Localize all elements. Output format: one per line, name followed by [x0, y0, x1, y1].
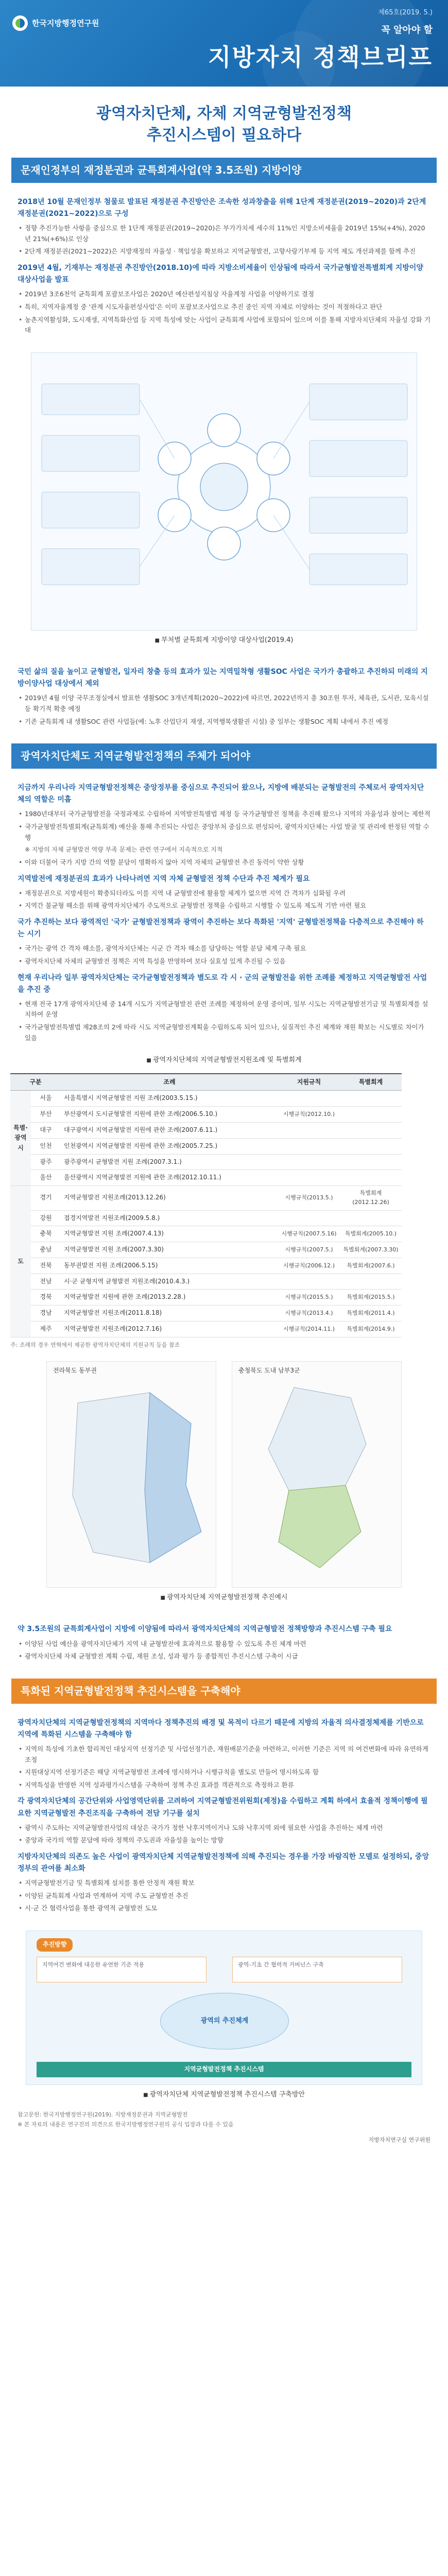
region-cell: 인천	[31, 1138, 61, 1154]
table-row	[10, 1210, 402, 1226]
ordinance-cell: 지역균형발전 지원 조례(2007.3.30)	[61, 1242, 278, 1258]
account-cell: 특별회계(2014.9.)	[340, 1321, 402, 1337]
account-cell: 특별회계(2005.10.)	[340, 1226, 402, 1242]
ministry-transfer-diagram	[31, 352, 417, 631]
promo-box: 광역-기초 간 협력적 거버넌스 구축	[232, 1957, 402, 1982]
section-3-body	[0, 1704, 448, 1921]
account-cell	[340, 1107, 402, 1123]
bullet-text: • 특히, 지역자율계정 중 '관계 시도자율편성사업'은 이미 포괄보조사업으로 추진 중인 지역 자체로 이양하는 것이 적절하다고 판단	[18, 302, 430, 313]
section-1-body	[0, 183, 448, 343]
table-row	[10, 1290, 402, 1306]
lead-text: 현재 우리나라 일부 광역자치단체는 국가균형발전정책과 별도로 각 시 · 군의 균형발전을 위한 조례를 제정하고 지역균형발전 사업을 추진 중	[18, 973, 427, 994]
lead-text: 2019년 4월, 기재부는 재정분권 추진방안(2018.10)에 따라 지방소비세율이 인상됨에 따라서 국가균형발전특별회계 지방이양 대상사업을 발표	[18, 264, 423, 284]
bullet-text: • 농촌지역활성화, 도시재생, 지역특화산업 등 지역 특성에 맞는 사업이 균특회계 사업에 포함되어 있으며 이를 통해 지방자치단체의 자율성 강화 기대	[18, 315, 430, 336]
rule-cell	[278, 1210, 340, 1226]
bullet-text: • 지역특성을 반영한 지역 성과평가시스템을 구축하여 정책 추진 효과를 객관적으로 측정하고 환류	[18, 1780, 430, 1791]
bullet-text: • 현재 전국 17개 광역자치단체 중 14개 시도가 지역균형발전 관련 조례를 제정하여 운영 중이며, 일부 시도는 지역균형발전기금 및 특별회계를 설치하여 운영	[18, 999, 430, 1020]
table-row	[10, 1107, 402, 1123]
ordinance-cell: 인천광역시 지역균형발전 지원에 관한 조례(2005.7.25.)	[61, 1138, 278, 1154]
rule-cell	[278, 1274, 340, 1290]
region-cell: 강원	[31, 1210, 61, 1226]
authors: 지방자치연구실 연구위원	[368, 2136, 430, 2143]
region-cell: 경기	[31, 1186, 61, 1210]
bullet-text: • 재정분권으로 지방세원이 확충되더라도 이를 지역 내 균형발전에 활용할 체계가 없으면 지역 간 격차가 심화될 우려	[18, 888, 430, 899]
section-2-body-cont	[0, 1610, 448, 1669]
table-row	[10, 1154, 402, 1170]
region-cell: 경남	[31, 1306, 61, 1321]
bullet-text: • 1980년대부터 국가균형발전을 국정과제로 수립하여 지역발전특별법 제정 등 국가균형발전 정책을 추진해 왔으나 지역의 자율성과 참여는 제한적	[18, 809, 430, 820]
section-1-header: 문재인정부의 재정분권과 균특회계사업(약 3.5조원) 지방이양	[11, 158, 437, 183]
ordinance-cell: 대구광역시 지역균형발전 지원에 관한 조례(2007.6.11.)	[61, 1123, 278, 1139]
lead-text: 2018년 10월 문재인정부 첨물로 발표된 재정분권 추진방안은 조속한 성과창출을 위해 1단계 재정분권(2019~2020)과 2단계 재정분권(2021~2022)으로 구성	[18, 198, 426, 218]
account-cell	[340, 1274, 402, 1290]
table-row	[10, 1258, 402, 1274]
rule-cell: 시행규칙(2007.5.)	[278, 1242, 340, 1258]
bullet-text: • 국가균형발전특별회계(균특회계) 예산을 통해 추진되는 사업은 중앙부처 중심으로 편성되어, 광역자치단체는 사업 발굴 및 관리에 한정된 역할 수행	[18, 822, 430, 843]
map-title: 전라북도 동부권	[53, 1367, 97, 1375]
account-cell	[340, 1154, 402, 1170]
group-cell: 도	[10, 1186, 31, 1337]
ordinance-cell: 울산광역시 지역균형발전 지원에 관한 조례(2012.10.11.)	[61, 1170, 278, 1186]
account-cell: 특별회계(2015.5.)	[340, 1290, 402, 1306]
ordinance-cell: 지역균형발전 지원 조례(2007.4.13)	[61, 1226, 278, 1242]
note-text: ※ 지방의 자체 균형발전 역량 부족 문제는 관련 연구에서 지속적으로 지적	[25, 846, 223, 854]
bullet-text: • 2019년 3조6천억 균특회계 포괄보조사업은 2020년 예산편성지침상 자율계정 사업을 이양하기로 결정	[18, 289, 430, 300]
figure-caption: ■ 부처별 균특회계 지방이양 대상사업(2019.4)	[0, 635, 448, 646]
section-1-body-cont	[0, 653, 448, 734]
table-row	[10, 1242, 402, 1258]
region-cell: 제주	[31, 1321, 61, 1337]
lead-text: 지역발전에 재정분권의 효과가 나타나려면 지역 자체 균형발전 정책 수단과 추진 체계가 필요	[18, 874, 310, 883]
lead-text: 각 광역자치단체의 공간단위와 사업영역단위를 고려하여 지역균형발전위원회(제정)을 수립하고 계획 하에서 효율적 정책이행에 필요한 지역균형발전 추진조직을 구축하여 전담 기구를 설치	[18, 1797, 428, 1818]
institute-logo	[12, 15, 99, 31]
region-cell: 충남	[31, 1242, 61, 1258]
brief-header	[0, 0, 448, 87]
rule-cell: 시행규칙(2007.5.16)	[278, 1226, 340, 1242]
bullet-text: • 광역자치단체 자체의 균형발전 정책은 지역 특성을 반영하여 보다 실효성 있게 추진될 수 있음	[18, 956, 430, 967]
table-row	[10, 1186, 402, 1210]
example-maps	[0, 1361, 448, 1588]
ordinance-cell: 서울특별시 지역균형발전 지원 조례(2003.5.15.)	[61, 1091, 278, 1107]
table-header: 지원규칙	[278, 1074, 340, 1091]
promo-direction-label: 추진방향	[37, 1938, 73, 1952]
rule-cell	[278, 1091, 340, 1107]
rule-cell	[278, 1170, 340, 1186]
ordinance-cell: 지역균형발전 지원조례(2011.8.18)	[61, 1306, 278, 1321]
brief-brand: 지방자치 정책브리프	[208, 43, 433, 71]
section-2-body	[0, 769, 448, 1050]
ordinance-cell: 지역균형발전 지원에 관한 조례(2013.2.28.)	[61, 1290, 278, 1306]
table-row	[10, 1321, 402, 1337]
title-line-2: 추진시스템이 필요하다	[146, 126, 302, 144]
account-cell: 특별회계(2007.6.)	[340, 1258, 402, 1274]
bullet-text: • 국가균형발전특별법 제28조의 2에 따라 시도 지역균형발전계획을 수립하도록 되어 있으나, 실질적인 추진 체계와 재원 확보는 시도별로 차이가 있음	[18, 1022, 430, 1043]
bullet-text: • 시·군 간 협력사업을 통한 광역적 균형발전 도모	[18, 1903, 430, 1914]
map-chungbuk	[232, 1361, 402, 1588]
references	[0, 2107, 448, 2132]
account-cell	[340, 1091, 402, 1107]
bullet-text: • 광역시 주도하는 지역균형발전사업의 대상은 국가가 정한 낙후지역이거나 도와 낙후지역 외에 필요한 사업을 추진하는 체계 마련	[18, 1823, 430, 1834]
lead-text: 지방자치단체의 의존도 높은 사업이 광역자치단체 지역균형발전정책에 의해 추진되는 경우를 가장 바람직한 모델로 설정하되, 중앙정부의 관여를 최소화	[18, 1852, 429, 1873]
transfer-diagram-graphic	[31, 353, 417, 630]
table-header: 구분	[10, 1074, 61, 1091]
account-cell	[340, 1210, 402, 1226]
table-note: 주: 조례의 경우 연혁에서 제공한 광역자치단체의 지원규칙 등을 참조	[10, 1341, 180, 1348]
account-cell	[340, 1123, 402, 1139]
promo-box: 지역여건 변화에 대응한 유연한 기준 적용	[37, 1957, 206, 1982]
section-3-header: 특화된 지역균형발전정책 추진시스템을 구축해야	[11, 1679, 437, 1704]
main-title	[0, 87, 448, 158]
rule-cell: 시행규칙(2013.4.)	[278, 1306, 340, 1321]
ordinance-table	[10, 1073, 402, 1337]
reference-text: 참고문헌: 한국지방행정연구원(2019). 지방재정분권과 지역균형발전	[18, 2111, 188, 2119]
table-row	[10, 1226, 402, 1242]
ordinance-cell: 시·군 균형지역 균형발전 지원조례(2010.4.3.)	[61, 1274, 278, 1290]
table-body	[10, 1091, 402, 1337]
account-cell: 특별회계(2007.3.30)	[340, 1242, 402, 1258]
region-cell: 울산	[31, 1170, 61, 1186]
region-cell: 경북	[31, 1290, 61, 1306]
map-title: 충청북도 도내 남부3군	[238, 1367, 300, 1375]
table-header: 특별회계	[340, 1074, 402, 1091]
chungbuk-map-graphic	[232, 1362, 401, 1587]
region-cell: 전북	[31, 1258, 61, 1274]
table-row	[10, 1306, 402, 1321]
ordinance-cell: 지역균형발전 지원조례(2013.12.26)	[61, 1186, 278, 1210]
issue-number: 제65호(2019. 5.)	[378, 9, 433, 16]
region-cell: 부산	[31, 1107, 61, 1123]
ordinance-cell: 동부권발전 지원 조례(2006.5.15)	[61, 1258, 278, 1274]
bullet-text: • 2019년 4월 이양 국무조정실에서 발표한 생활SOC 3개년계획(2020~2022)에 따르면, 2022년까지 총 30조원 투자, 체육관, 도서관, 모육시설 등 확기적 확충 예정	[18, 693, 430, 714]
bullet-text: • 지원대상지역 선정기준은 해당 지역균형발전 조례에 명시하거나 시행규칙을 별도로 만들어 명시하도록 함	[18, 1767, 430, 1778]
rule-cell: 시행규칙(2013.5.)	[278, 1186, 340, 1210]
bullet-text: • 중앙과 국가의 역할 분담에 따라 정책의 주도권과 자율성을 높이는 방향	[18, 1835, 430, 1846]
region-cell: 대구	[31, 1123, 61, 1139]
jeonbuk-map-graphic	[47, 1362, 216, 1587]
figure-caption: ■ 광역자치단체 지역균형발전정책 추진시스템 구축방안	[0, 2089, 448, 2100]
bullet-text: • 지역의 특성에 기초한 합리적인 대상지역 선정기준 및 사업선정기준, 재원배분기준을 마련하고, 이러한 기준은 지역 의 여건변화에 따라 유연하게 조정	[18, 1744, 430, 1765]
region-cell: 전남	[31, 1274, 61, 1290]
rule-cell: 시행규칙(2012.10.)	[278, 1107, 340, 1123]
map-jeonbuk	[46, 1361, 216, 1588]
logo-mark-icon	[12, 15, 28, 31]
bullet-text: • 정향 추진가능한 사항을 중심으로 한 1단계 재정분권(2019~2020)은 부가가치세 세수의 11%인 지방소비세율을 2019년 15%(+4%), 2020년 21%(+6%)로 인상	[18, 223, 430, 244]
account-cell	[340, 1138, 402, 1154]
rule-cell: 시행규칙(2015.5.)	[278, 1290, 340, 1306]
table-row	[10, 1123, 402, 1139]
ordinance-cell: 지역균형발전 지원조례(2012.7.16)	[61, 1321, 278, 1337]
table-row	[10, 1274, 402, 1290]
table-row	[10, 1170, 402, 1186]
rule-cell	[278, 1138, 340, 1154]
bullet-text: • 2단계 재정분권(2021~2022)은 지방재정의 자율성 · 책임성을 확보하고 지역균형발전, 고향사랑기부제 등 지역 제도 개선과제를 함께 추진	[18, 246, 430, 257]
reference-text: ※ 본 자료의 내용은 연구진의 의견으로 한국지방행정연구원의 공식 입장과 다를 수 있음	[18, 2121, 234, 2128]
ordinance-cell: 부산광역시 도시균형발전 지원에 관한 조례(2006.5.10.)	[61, 1107, 278, 1123]
bullet-text: • 국가는 광역 간 격차 해소를, 광역자치단체는 시군 간 격차 해소를 담당하는 역할 분담 체계 구축 필요	[18, 943, 430, 954]
bullet-text: • 이와 더불어 국가 지방 간의 역할 분담이 명확하지 않아 지역 자체의 균형발전 추진 동력이 약한 상황	[18, 857, 430, 868]
rule-cell: 시행규칙(2006.12.)	[278, 1258, 340, 1274]
table-row	[10, 1091, 402, 1107]
account-cell: 특별회계(2011.4.)	[340, 1306, 402, 1321]
lead-text: 국가 추진하는 보다 광역적인 '국가' 균형발전정책과 광역이 추진하는 보다 특화된 '지역' 균형발전정책을 다층적으로 추진해야 하는 시기	[18, 918, 424, 939]
bullet-text: • 이양된 균특회계 사업과 연계하여 지역 주도 균형발전 추진	[18, 1891, 430, 1902]
bullet-text: • 이양된 사업 예산을 광역자치단체가 지역 내 균형발전에 효과적으로 활용할 수 있도록 추진 체계 마련	[18, 1639, 430, 1650]
group-cell: 특별·광역시	[10, 1091, 31, 1186]
lead-text: 약 3.5조원의 균특회계사업이 지방에 이양됨에 따라서 광역자치단체의 지역균형발전 정책방향과 추진시스템 구축 필요	[18, 1625, 392, 1634]
rule-cell	[278, 1123, 340, 1139]
rule-cell	[278, 1154, 340, 1170]
lead-text: 국민 삶의 질을 높이고 균형발전, 일자리 창출 등의 효과가 있는 지역밀착형 생활SOC 사업은 국가가 총괄하고 추진하되 미래의 지방이양사업 대상에서 제외	[18, 668, 428, 688]
rule-cell: 시행규칙(2014.11.)	[278, 1321, 340, 1337]
promotion-system-diagram	[26, 1930, 422, 2085]
lead-text: 지금까지 우리나라 지역균형발전정책은 중앙정부를 중심으로 추진되어 왔으나, 지방에 배분되는 균형발전의 주체로서 광역자치단체의 역할은 미흡	[18, 784, 424, 804]
title-line-1: 광역자치단체, 자체 지역균형발전정책	[96, 105, 352, 123]
ordinance-cell: 접경지역발전 지원조례(2009.5.8.)	[61, 1210, 278, 1226]
lead-text: 광역자치단체의 지역균형발전정책의 지역마다 정책추진의 배경 및 목적이 다르기 때문에 지방의 자율적 의사결정체제를 기반으로 지역에 특화된 시스템을 구축해야 함	[18, 1718, 424, 1739]
institute-name: 한국지방행정연구원	[32, 18, 99, 28]
region-cell: 광주	[31, 1154, 61, 1170]
bullet-text: • 지역균형발전기금 및 특별회계 설치를 통한 안정적 재원 확보	[18, 1878, 430, 1889]
promo-system-circle: 광역의 추진체계	[160, 1993, 289, 2049]
tagline: 꼭 알아야 할	[381, 25, 433, 36]
table-caption: ■ 광역자치단체의 지역균형발전지원조례 및 특별회계	[0, 1055, 448, 1065]
region-cell: 충북	[31, 1226, 61, 1242]
table-header: 조례	[61, 1074, 278, 1091]
bullet-text: • 기존 균특회계 내 생활SOC 관련 사업들(예: 노후 산업단지 재생, 지역행복생활권 시설) 중 일부는 생활SOC 계획 내에서 추진 예정	[18, 717, 430, 727]
table-row	[10, 1138, 402, 1154]
ordinance-cell: 광주광역시 균형발전 지원 조례(2007.3.1.)	[61, 1154, 278, 1170]
account-cell: 특별회계(2012.12.26)	[340, 1186, 402, 1210]
bullet-text: • 지역간 불균형 해소를 위해 광역자치단체가 주도적으로 균형발전 정책을 수립하고 시행할 수 있도록 제도적 기반 마련 필요	[18, 901, 430, 911]
figure-caption: ■ 광역자치단체 지역균형발전정책 추진예시	[0, 1592, 448, 1603]
promo-bottom-bar: 지역균형발전정책 추진시스템	[37, 2062, 411, 2077]
account-cell	[340, 1170, 402, 1186]
region-cell: 서울	[31, 1091, 61, 1107]
bullet-text: • 광역자치단체 자체 균형발전 계획 수립, 재원 조성, 성과 평가 등 종합적인 추진시스템 구축이 시급	[18, 1651, 430, 1662]
section-2-header: 광역자치단체도 지역균형발전정책의 주체가 되어야	[11, 743, 437, 769]
